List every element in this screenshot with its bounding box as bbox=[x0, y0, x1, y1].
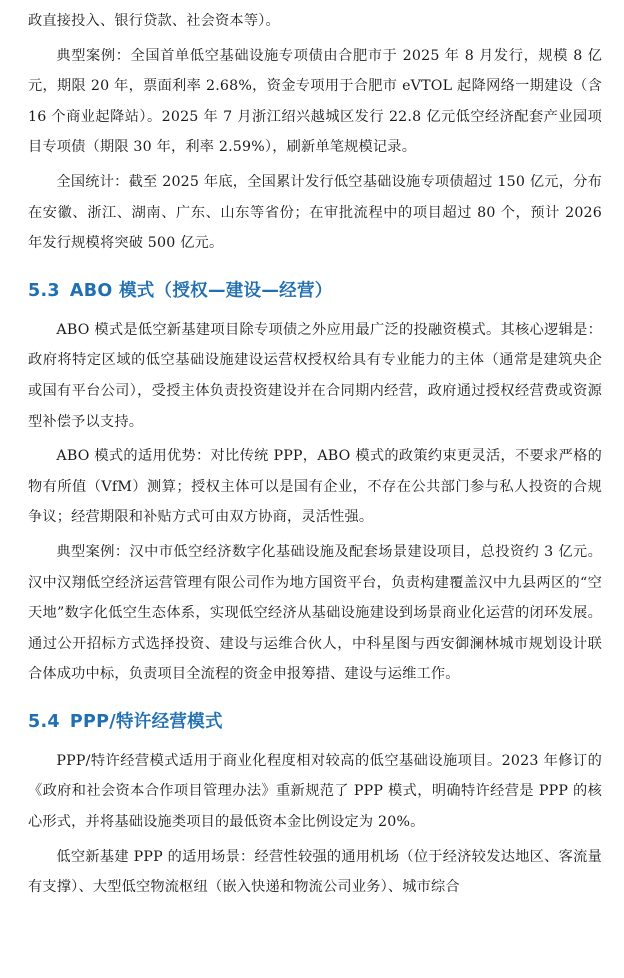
section-5-4-title: PPP/特许经营模式 bbox=[69, 711, 223, 732]
section-5-4-number: 5.4 bbox=[28, 711, 60, 732]
section-5-3-paragraph-1: ABO 模式是低空新基建项目除专项债之外应用最广泛的投融资模式。其核心逻辑是：政府将特定区域的低空基础设施建设运营权授权给具有专业能力的主体（通常是建筑央企或国有平台公司），受授主体负责投资建设并在合同期内经营，政府通过授权经营费或资源型补偿予以支持。 bbox=[28, 321, 602, 430]
intro-stats-paragraph: 全国统计：截至 2025 年底，全国累计发行低空基础设施专项债超过 150 亿元，分布在安徽、浙江、湖南、广东、山东等省份；在审批流程中的项目超过 80 个，预计 2026 年发行规模将突破 500 亿元。 bbox=[28, 173, 602, 252]
intro-continuation: 政直接投入、银行贷款、社会资本等）。 bbox=[28, 13, 280, 29]
section-5-3-title: ABO 模式（授权—建设—经营） bbox=[69, 280, 333, 301]
section-5-3-paragraph-3: 典型案例：汉中市低空经济数字化基础设施及配套场景建设项目，总投资约 3 亿元。汉中汉翔低空经济运营管理有限公司作为地方国资平台，负责构建覆盖汉中九县两区的“空天地”数字化低空生态体系，实现低空经济从基础设施建设到场景商业化运营的闭环发展。通过公开招标方式选择投资、建设与运维合伙人，中科星图与西安御澜林城市规划设计联合体成功中标，负责项目全流程的资金申报筹措、建设与运维工作。 bbox=[28, 543, 602, 683]
section-5-3-number: 5.3 bbox=[28, 280, 60, 301]
section-5-4-paragraph-2: 低空新基建 PPP 的适用场景：经营性较强的通用机场（位于经济较发达地区、客流量有支撑）、大型低空物流枢纽（嵌入快递和物流公司业务）、城市综合 bbox=[28, 848, 602, 896]
section-5-3-heading bbox=[28, 279, 602, 303]
section-5-3-paragraph-2: ABO 模式的适用优势：对比传统 PPP，ABO 模式的政策约束更灵活，不要求严格的物有所值（VfM）测算；授权主体可以是国有企业，不存在公共部门参与私人投资的合规争议；经营期限和补贴方式可由双方协商，灵活性强。 bbox=[28, 448, 602, 526]
section-5-4-paragraph-1: PPP/特许经营模式适用于商业化程度相对较高的低空基础设施项目。2023 年修订的《政府和社会资本合作项目管理办法》重新规范了 PPP 模式，明确特许经营是 PPP 的核心形式，并将基础设施类项目的最低资本金比例设定为 20%。 bbox=[28, 752, 602, 831]
intro-case-paragraph: 典型案例：全国首单低空基础设施专项债由合肥市于 2025 年 8 月发行，规模 8 亿元，期限 20 年，票面利率 2.68%，资金专项用于合肥市 eVTOL 起降网络一期建设（含 16 个商业起降站）。2025 年 7 月浙江绍兴越城区发行 22.8 亿元低空经济配套产业园项目专项债（期限 30 年，利率 2.59%），刷新单笔规模记录。 bbox=[28, 47, 602, 156]
section-5-4-heading bbox=[28, 710, 602, 734]
